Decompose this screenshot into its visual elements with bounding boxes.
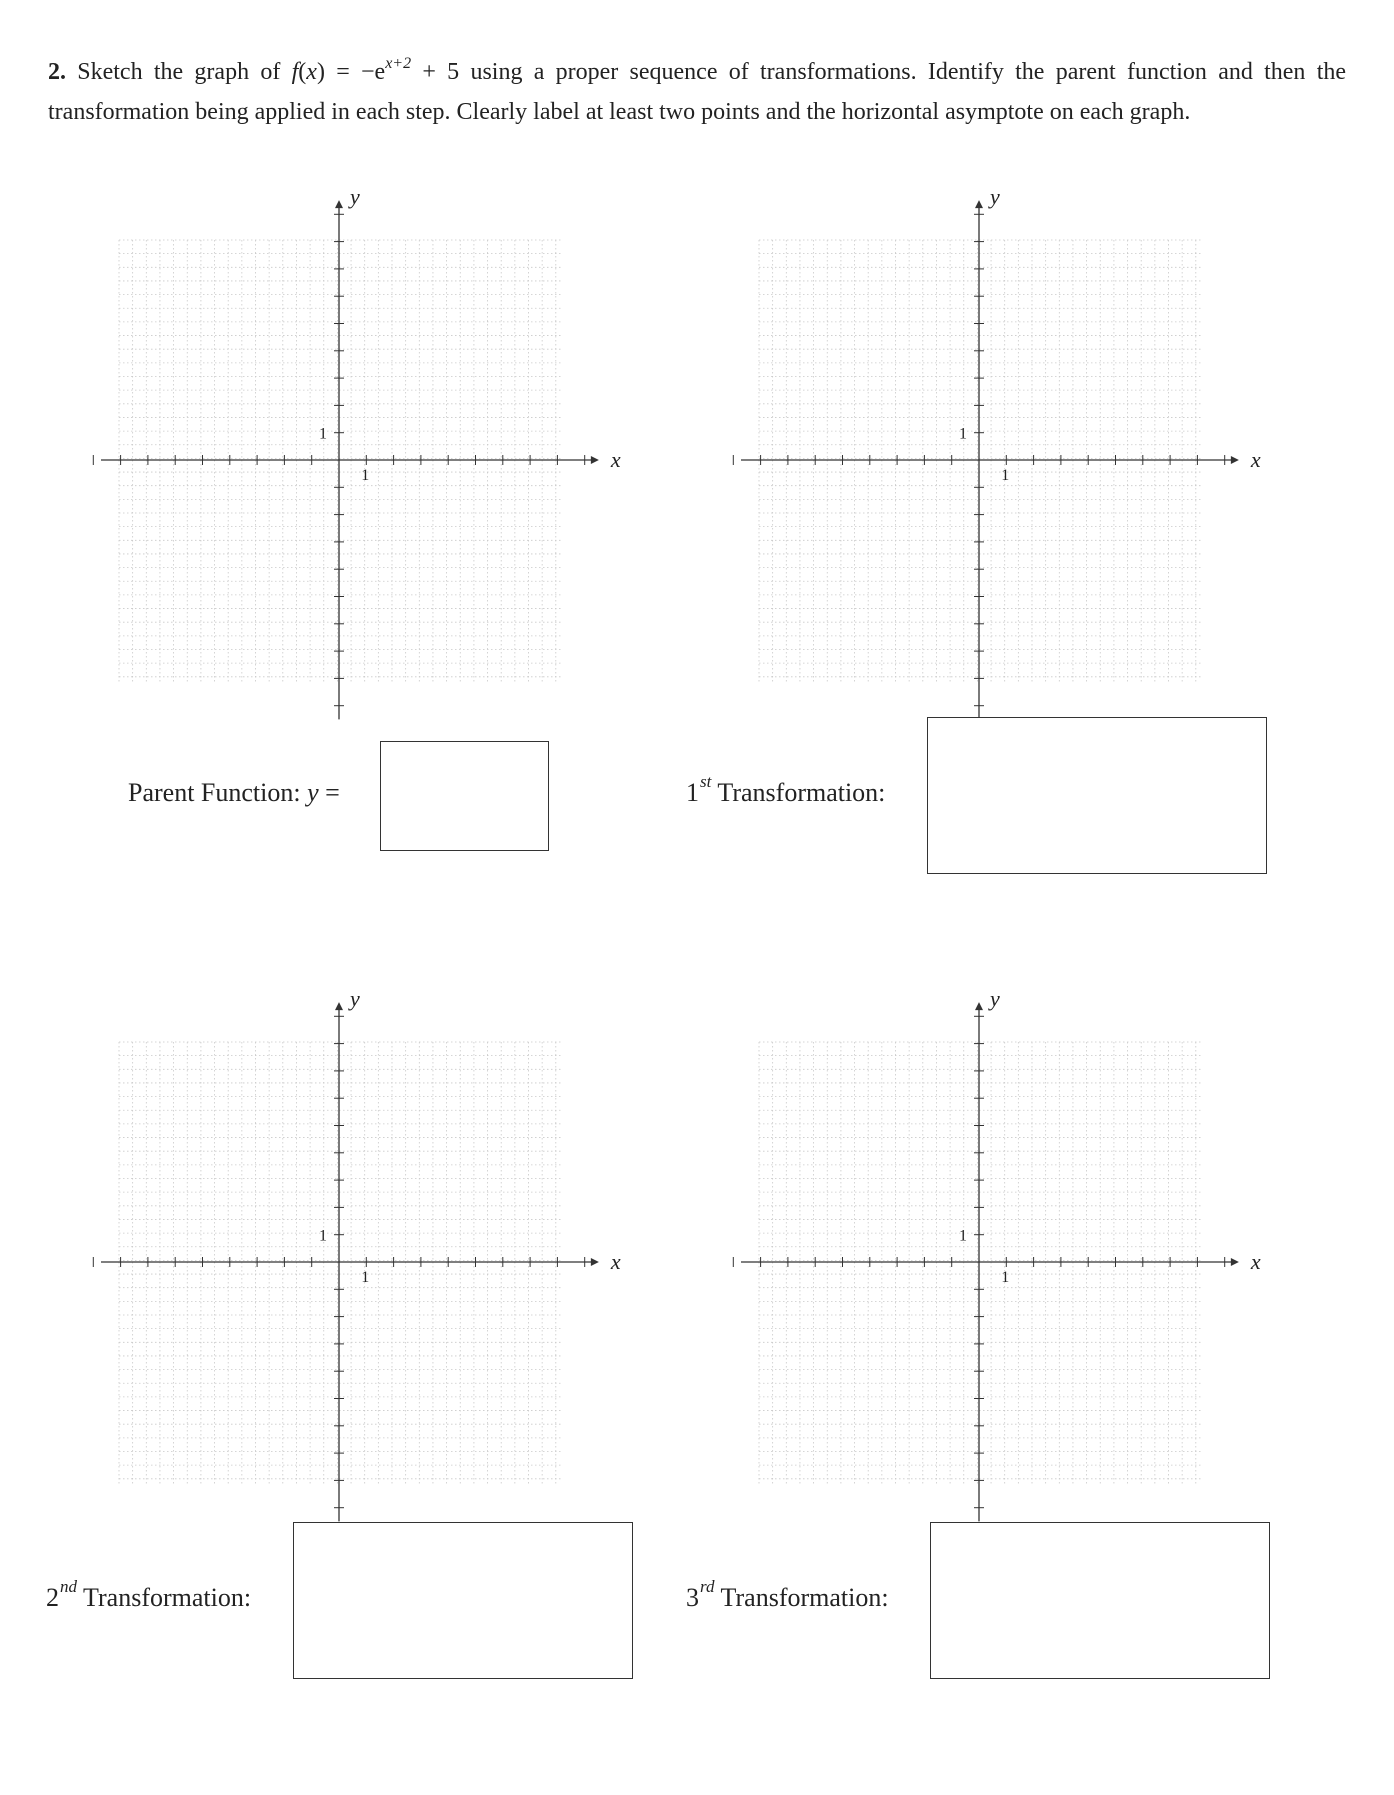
- coordinate-grid: [95, 986, 635, 1512]
- parent-function-label: [128, 778, 340, 808]
- function-rhs-prefix: = −e: [336, 59, 386, 85]
- x-axis-label: x: [1250, 1249, 1261, 1274]
- y-tick-label: 1: [319, 425, 327, 443]
- x-tick-label: 1: [361, 467, 370, 484]
- first-transformation-num: 1: [686, 778, 699, 807]
- x-tick-label: 1: [1001, 1269, 1010, 1286]
- third-transformation-num: 3: [686, 1583, 699, 1612]
- second-transformation-answer-box[interactable]: [293, 1522, 633, 1679]
- problem-number: 2.: [48, 59, 66, 85]
- parent-function-var: y: [307, 778, 319, 807]
- first-transformation-answer-box[interactable]: [927, 717, 1267, 874]
- second-transformation-suffix: nd: [60, 1577, 77, 1597]
- first-transformation-suffix: st: [700, 772, 712, 792]
- x-axis-arrow: [591, 1258, 599, 1266]
- x-tick-label: 1: [361, 1269, 370, 1286]
- parent-function-answer-box[interactable]: [380, 741, 549, 851]
- x-tick-label: 1: [1001, 467, 1010, 484]
- x-axis-arrow: [1231, 456, 1239, 464]
- graph-second-transformation: [95, 986, 635, 1512]
- problem-text-after: using a proper sequence of transformations. Identify the parent function and then the transformation being applied in each step. Clearly label at least two points and the horizontal asymptote on each graph.: [48, 59, 1347, 125]
- x-axis-label: x: [1250, 447, 1261, 472]
- third-transformation-label: [686, 1577, 889, 1613]
- x-axis-label: x: [610, 1249, 621, 1274]
- graph-first-transformation: [735, 184, 1275, 710]
- y-tick-label: 1: [319, 1227, 327, 1245]
- third-transformation-suffix: rd: [700, 1577, 715, 1597]
- y-axis-arrow: [335, 200, 343, 208]
- problem-text-before: Sketch the graph of: [77, 59, 281, 85]
- third-transformation-text: Transformation:: [720, 1583, 889, 1612]
- x-axis-arrow: [1231, 1258, 1239, 1266]
- y-tick-label: 1: [959, 425, 967, 443]
- first-transformation-text: Transformation:: [717, 778, 886, 807]
- y-axis-arrow: [975, 200, 983, 208]
- coordinate-grid: [735, 184, 1275, 710]
- x-axis-label: x: [610, 447, 621, 472]
- second-transformation-num: 2: [46, 1583, 59, 1612]
- parent-function-eq: =: [325, 778, 340, 807]
- x-axis-arrow: [591, 456, 599, 464]
- y-tick-label: 1: [959, 1227, 967, 1245]
- parent-function-text: Parent Function:: [128, 778, 301, 807]
- function-name: f: [291, 59, 299, 85]
- y-axis-arrow: [975, 1002, 983, 1010]
- second-transformation-text: Transformation:: [83, 1583, 252, 1612]
- graph-third-transformation: [735, 986, 1275, 1512]
- y-axis-label: y: [990, 184, 1000, 210]
- function-exponent: x+2: [385, 55, 412, 72]
- coordinate-grid: [735, 986, 1275, 1512]
- function-rhs-suffix: + 5: [422, 59, 460, 85]
- y-axis-label: y: [990, 986, 1000, 1012]
- second-transformation-label: [46, 1577, 252, 1613]
- y-axis-label: y: [350, 986, 360, 1012]
- function-arg: x: [306, 59, 317, 85]
- third-transformation-answer-box[interactable]: [930, 1522, 1270, 1679]
- graph-parent: [95, 184, 635, 710]
- coordinate-grid: [95, 184, 635, 710]
- problem-statement: 2. Sketch the graph of $f(x) = -e^{x+2} + 5$ using a proper sequence of transformations. Identify the parent function and then the transformation being applied in each step. Clearly label at least two points and the horizontal asymptote on each graph.: [48, 55, 1347, 125]
- first-transformation-label: [686, 772, 886, 808]
- y-axis-label: y: [350, 184, 360, 210]
- y-axis-arrow: [335, 1002, 343, 1010]
